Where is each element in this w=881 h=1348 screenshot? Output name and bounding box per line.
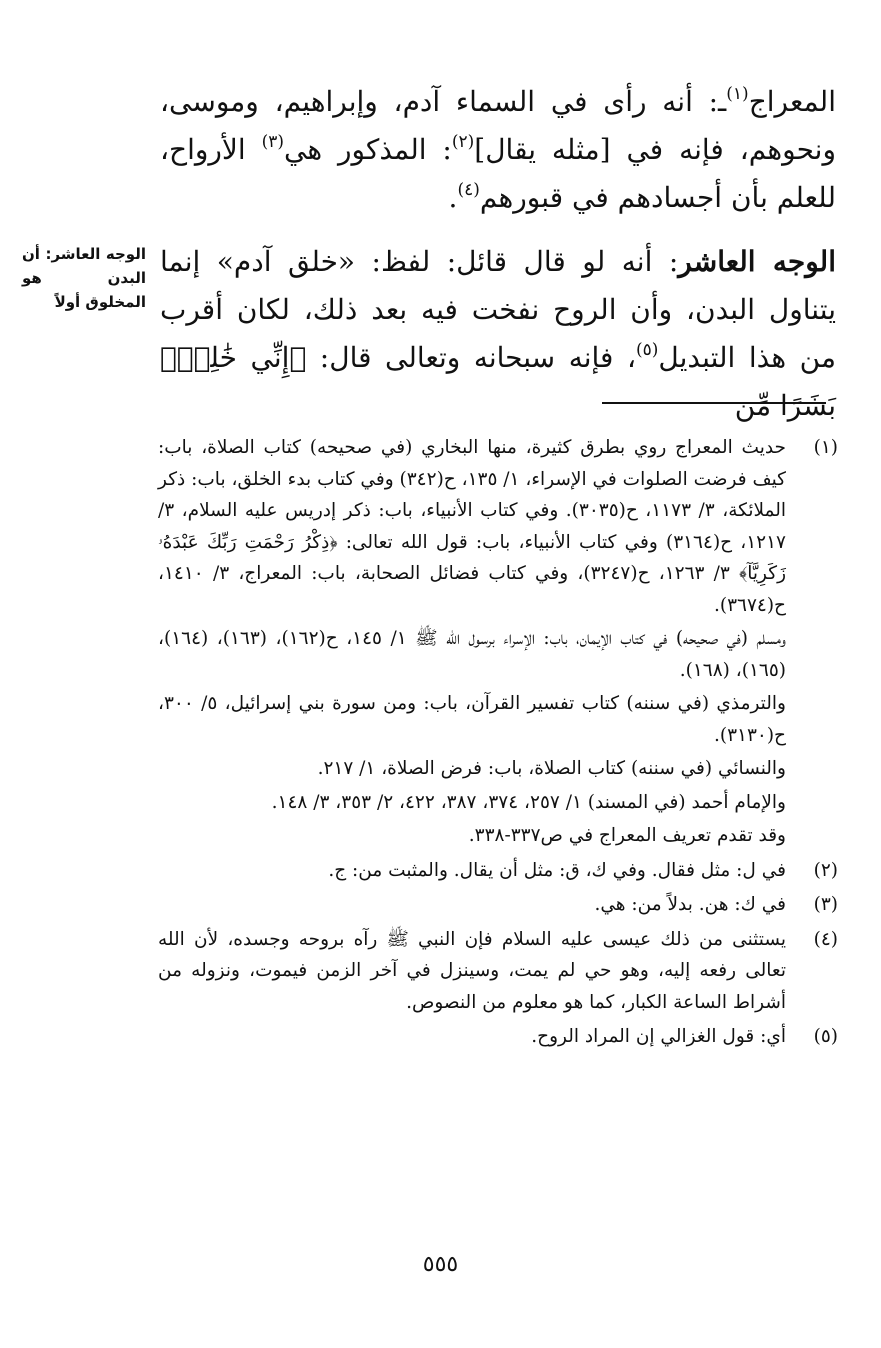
margin-note: الوجه العاشر: أن البدن هو المخلوق أولاً: [22, 245, 146, 311]
text-run: .: [448, 181, 458, 214]
footnote-4: [158, 924, 838, 1019]
footnote-number: (٣): [813, 894, 838, 915]
footnote-paragraph: في ك: هن. بدلاً من: هي.: [594, 894, 786, 915]
footnote-separator: [602, 402, 826, 404]
footnote-5: [158, 1021, 838, 1053]
footnote-ref-5[interactable]: (٥): [636, 340, 659, 360]
footnote-paragraph: وقد تقدم تعريف المعراج في ص٣٣٧-٣٣٨.: [468, 825, 786, 846]
footnote-paragraph: والإمام أحمد (في المسند) ١/ ٢٥٧، ٣٧٤، ٣٨٧، ٤٢٢، ٢/ ٣٥٣، ٣/ ١٤٨.: [271, 791, 786, 813]
footnote-paragraph: والترمذي (في سننه) كتاب تفسير القرآن، باب: ومن سورة بني إسرائيل، ٥/ ٣٠٠، ح(٣١٣٠).: [158, 693, 786, 746]
main-text: [160, 78, 836, 430]
footnote-paragraph: حديث المعراج روي بطرق كثيرة، منها البخاري (في صحيحه) كتاب الصلاة، باب: كيف فرضت الصلوات في الإسراء، ١/ ١٣٥، ح(٣٤٢) وفي كتاب بدء الخلق، باب: ذكر الملائكة، ٣/ ١١٧٣، ح(٣٠٣٥). وفي كتاب الأنبياء، باب: ذكر إدريس عليه السلام، ٣/ ١٢١٧، ح(٣١٦٤) وفي كتاب الأنبياء، باب: قول الله تعالى: ﴿ذِكْرُ رَحْمَتِ رَبِّكَ عَبْدَهُۥ زَكَرِيَّآ﴾ ٣/ ١٢٦٣، ح(٣٢٤٧)، وفي كتاب فضائل الصحابة، باب: المعراج، ٣/ ١٤١٠، ح(٣٦٧٤).: [158, 437, 786, 616]
footnote-paragraph: في ل: مثل فقال. وفي ك، ق: مثل أن يقال. والمثبت من: ج.: [328, 859, 786, 881]
text-run: ـ: أنه رأى في السماء آدم، وإبراهيم، وموسى، ونحوهم، فإنه في [مثله يقال]: [160, 85, 836, 166]
text-run: : المذكور هي: [284, 133, 452, 166]
text-run: : أنه لو قال قائل: لفظ: «خلق آدم» إنما يتناول البدن، وأن الروح نفخت فيه بعد ذلك، لكان أقرب من هذا التبديل: [160, 245, 837, 374]
footnote-body: [158, 432, 786, 852]
footnote-paragraph: ومسلم (في صحيحه) في كتاب الإيمان، باب: الإسراء برسول الله ﷺ ١/ ١٤٥، ح(١٦٢)، (١٦٣)، (١٦٤)، (١٦٥)، (١٦٨).: [158, 628, 786, 681]
text-run: ، فإنه سبحانه وتعالى قال: ﴿إِنِّي خَٰلِقُۢ بَشَرًا مِّن: [160, 341, 836, 422]
footnote-2: [158, 855, 838, 887]
footnote-body: [158, 1021, 786, 1053]
text-run: الأرواح، للعلم بأن أجسادهم في قبورهم: [160, 133, 836, 214]
footnote-number: (٥): [813, 1026, 838, 1047]
main-paragraph-1: [160, 78, 836, 222]
footnote-body: [158, 855, 786, 887]
footnote-paragraph: والنسائي (في سننه) كتاب الصلاة، باب: فرض الصلاة، ١/ ٢١٧.: [317, 758, 786, 779]
footnotes: [158, 432, 838, 1056]
section-heading: الوجه العاشر: [678, 245, 836, 278]
footnote-ref-3[interactable]: (٣): [261, 132, 284, 152]
footnote-number: (٤): [813, 928, 838, 950]
footnote-body: [158, 889, 786, 921]
footnote-paragraph: أي: قول الغزالي إن المراد الروح.: [531, 1026, 786, 1047]
footnote-body: [158, 924, 786, 1019]
footnote-number: (١): [813, 437, 838, 458]
page-number: ٥٥٥: [422, 1252, 459, 1277]
footnote-ref-1[interactable]: (١): [726, 84, 749, 104]
footnote-1: [158, 432, 838, 852]
text-run: المعراج: [748, 85, 836, 118]
footnote-3: [158, 889, 838, 921]
footnote-ref-2[interactable]: (٢): [451, 132, 475, 152]
footnote-number: (٢): [813, 859, 838, 881]
footnote-paragraph: يستثنى من ذلك عيسى عليه السلام فإن النبي ﷺ رآه بروحه وجسده، لأن الله تعالى رفعه إليه، وهو حي لم يمت، وسينزل في آخر الزمن فيموت، ونزوله من أشراط الساعة الكبار، كما هو معلوم من النصوص.: [158, 928, 786, 1013]
footnote-ref-4[interactable]: (٤): [457, 180, 480, 200]
